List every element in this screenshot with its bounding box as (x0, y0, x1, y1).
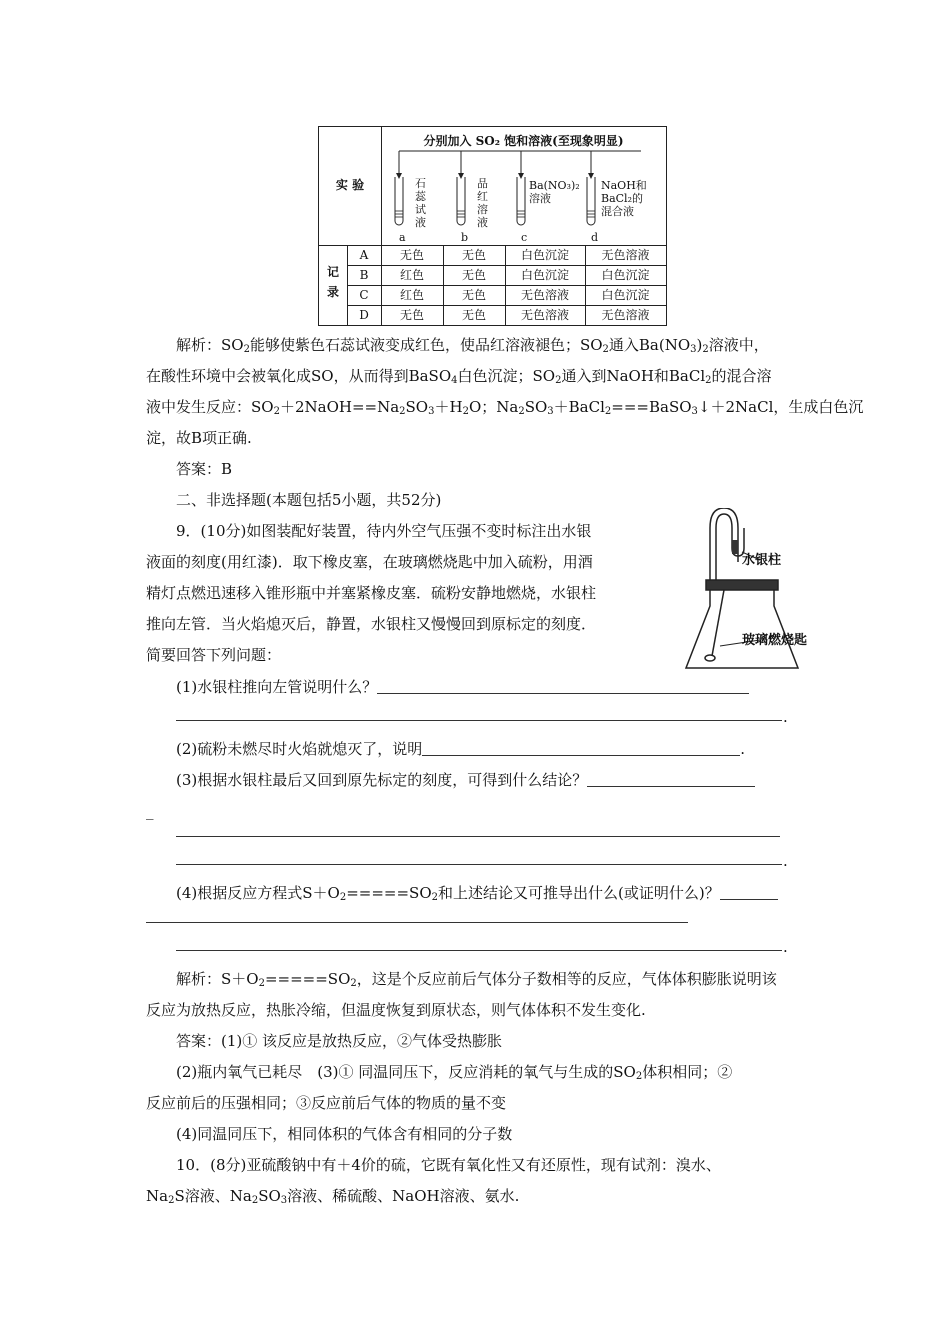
question-text: 10．(8分)亚硫酸钠中有＋4价的硫，它既有氧化性又有还原性，现有试剂：溴水、 (176, 1156, 721, 1174)
question-text: 推向左管．当火焰熄灭后，静置，水银柱又慢慢回到原标定的刻度． (146, 615, 597, 633)
table-cell: 白色沉淀 (520, 248, 569, 262)
answer-line: 答案：B (176, 460, 233, 478)
answer-line: 反应前后的压强相同；③反应前后气体的物质的量不变 (146, 1094, 507, 1112)
tube-d-label: NaOH和 BaCl₂的 混合液 (601, 179, 647, 218)
period: . (783, 938, 788, 956)
tube-a-letter: a (399, 231, 406, 244)
question-text: 精灯点燃迅速移入锥形瓶中并塞紧橡皮塞．硫粉安静地燃烧，水银柱 (146, 584, 597, 602)
answer-blank[interactable] (176, 950, 782, 951)
table-cell: 无色 (399, 248, 424, 262)
answer-blank[interactable] (422, 737, 740, 756)
table-cell: 无色 (461, 288, 486, 302)
tube-b-label: 品 红 溶 液 (477, 177, 488, 229)
table-cell: 红色 (399, 288, 424, 302)
analysis-line: 解析：$SO_2$能够使紫色石蕊试液变成红色，使品红溶液褪色；$SO_2$通入$Ba(NO_3)_2$溶液中， (176, 336, 769, 355)
analysis-line: 解析：$S+O_2=====SO_2$，这是个反应前后气体分子数相等的反应，气体体积膨胀说明该 (176, 970, 777, 989)
record-label: 记 (326, 265, 339, 279)
table-cell: 无色 (399, 308, 424, 322)
subquestion-3: (3)根据水银柱最后又回到原先标定的刻度，可得到什么结论？ (176, 765, 755, 795)
answer-line: 答案：(1)① 该反应是放热反应，②气体受热膨胀 (176, 1032, 503, 1050)
record-label: 录 (326, 285, 339, 299)
question-text: $Na_2S$溶液、$Na_2SO_3$溶液、稀硫酸、NaOH溶液、氨水. (146, 1187, 520, 1206)
answer-blank[interactable] (587, 768, 755, 787)
section-heading: 二、非选择题(本题包括5小题，共52分) (176, 491, 442, 509)
table-cell: 无色 (461, 268, 486, 282)
answer-line: (4)同温同压下，相同体积的气体含有相同的分子数 (176, 1125, 513, 1143)
table-cell: 无色溶液 (601, 248, 650, 262)
option-label: D (359, 308, 369, 322)
subquestion-2: (2)硫粉未燃尽时火焰就熄灭了，说明 . (176, 734, 745, 764)
table-cell: 红色 (399, 268, 424, 282)
table-cell: 无色 (461, 308, 486, 322)
question-text: 9．(10分)如图装配好装置，待内外空气压强不变时标注出水银 (176, 522, 592, 540)
experiment-table (318, 126, 667, 326)
period: . (783, 852, 788, 870)
option-label: C (359, 288, 369, 302)
continuation-mark: _ (146, 802, 154, 820)
answer-blank[interactable] (176, 836, 780, 837)
row-label-experiment: 实 验 (335, 178, 365, 192)
table-cell: 白色沉淀 (601, 288, 650, 302)
table-cell: 无色溶液 (520, 288, 569, 302)
analysis-line: 淀，故B项正确. (146, 429, 252, 447)
table-cell: 无色溶液 (601, 308, 650, 322)
analysis-line: 液中发生反应：$SO_2+2NaOH==Na_2SO_3+H_2O$；$Na_2SO_3+BaCl_2===BaSO_3↓+2NaCl$，生成白色沉 (146, 398, 864, 417)
subquestion-4: (4)根据反应方程式$S+O_2=====SO_2$和上述结论又可推导出什么(或证明什么)？ (176, 878, 778, 908)
tube-d-letter: d (591, 231, 599, 244)
tube-a-label: 石 蕊 试 液 (415, 177, 426, 229)
analysis-line: 反应为放热反应，热胀冷缩，但温度恢复到原状态，则气体体积不发生变化. (146, 1001, 646, 1019)
table-cell: 白色沉淀 (601, 268, 650, 282)
question-text: 简要回答下列问题： (146, 646, 282, 664)
answer-blank[interactable] (176, 720, 782, 721)
subquestion-1: (1)水银柱推向左管说明什么？ (176, 672, 749, 702)
table-cell: 无色溶液 (520, 308, 569, 322)
analysis-line: 在酸性环境中会被氧化成SO，从而得到BaSO$_4$白色沉淀；$SO_2$通入到NaOH和BaCl$_2$的混合溶 (146, 367, 772, 386)
tube-c-label: Ba(NO₃)₂ 溶液 (529, 179, 580, 205)
table-header: 分别加入 SO₂ 饱和溶液(至现象明显) (423, 134, 624, 148)
label-spoon: 玻璃燃烧匙 (742, 633, 808, 648)
label-mercury: 水银柱 (742, 553, 782, 568)
option-label: A (359, 248, 369, 262)
answer-blank[interactable] (720, 881, 778, 900)
period: . (783, 708, 788, 726)
tube-b-letter: b (461, 231, 469, 244)
answer-line: (2)瓶内氧气已耗尽 (3)① 同温同压下，反应消耗的氧气与生成的$SO_2$体积相同；② (176, 1063, 733, 1082)
option-label: B (359, 268, 369, 282)
answer-blank[interactable] (377, 675, 749, 694)
table-cell: 白色沉淀 (520, 268, 569, 282)
question-text: 液面的刻度(用红漆)．取下橡皮塞，在玻璃燃烧匙中加入硫粉，用酒 (146, 553, 593, 571)
answer-blank[interactable] (176, 864, 782, 865)
tube-c-letter: c (521, 231, 528, 244)
table-cell: 无色 (461, 248, 486, 262)
answer-blank[interactable] (146, 922, 688, 923)
